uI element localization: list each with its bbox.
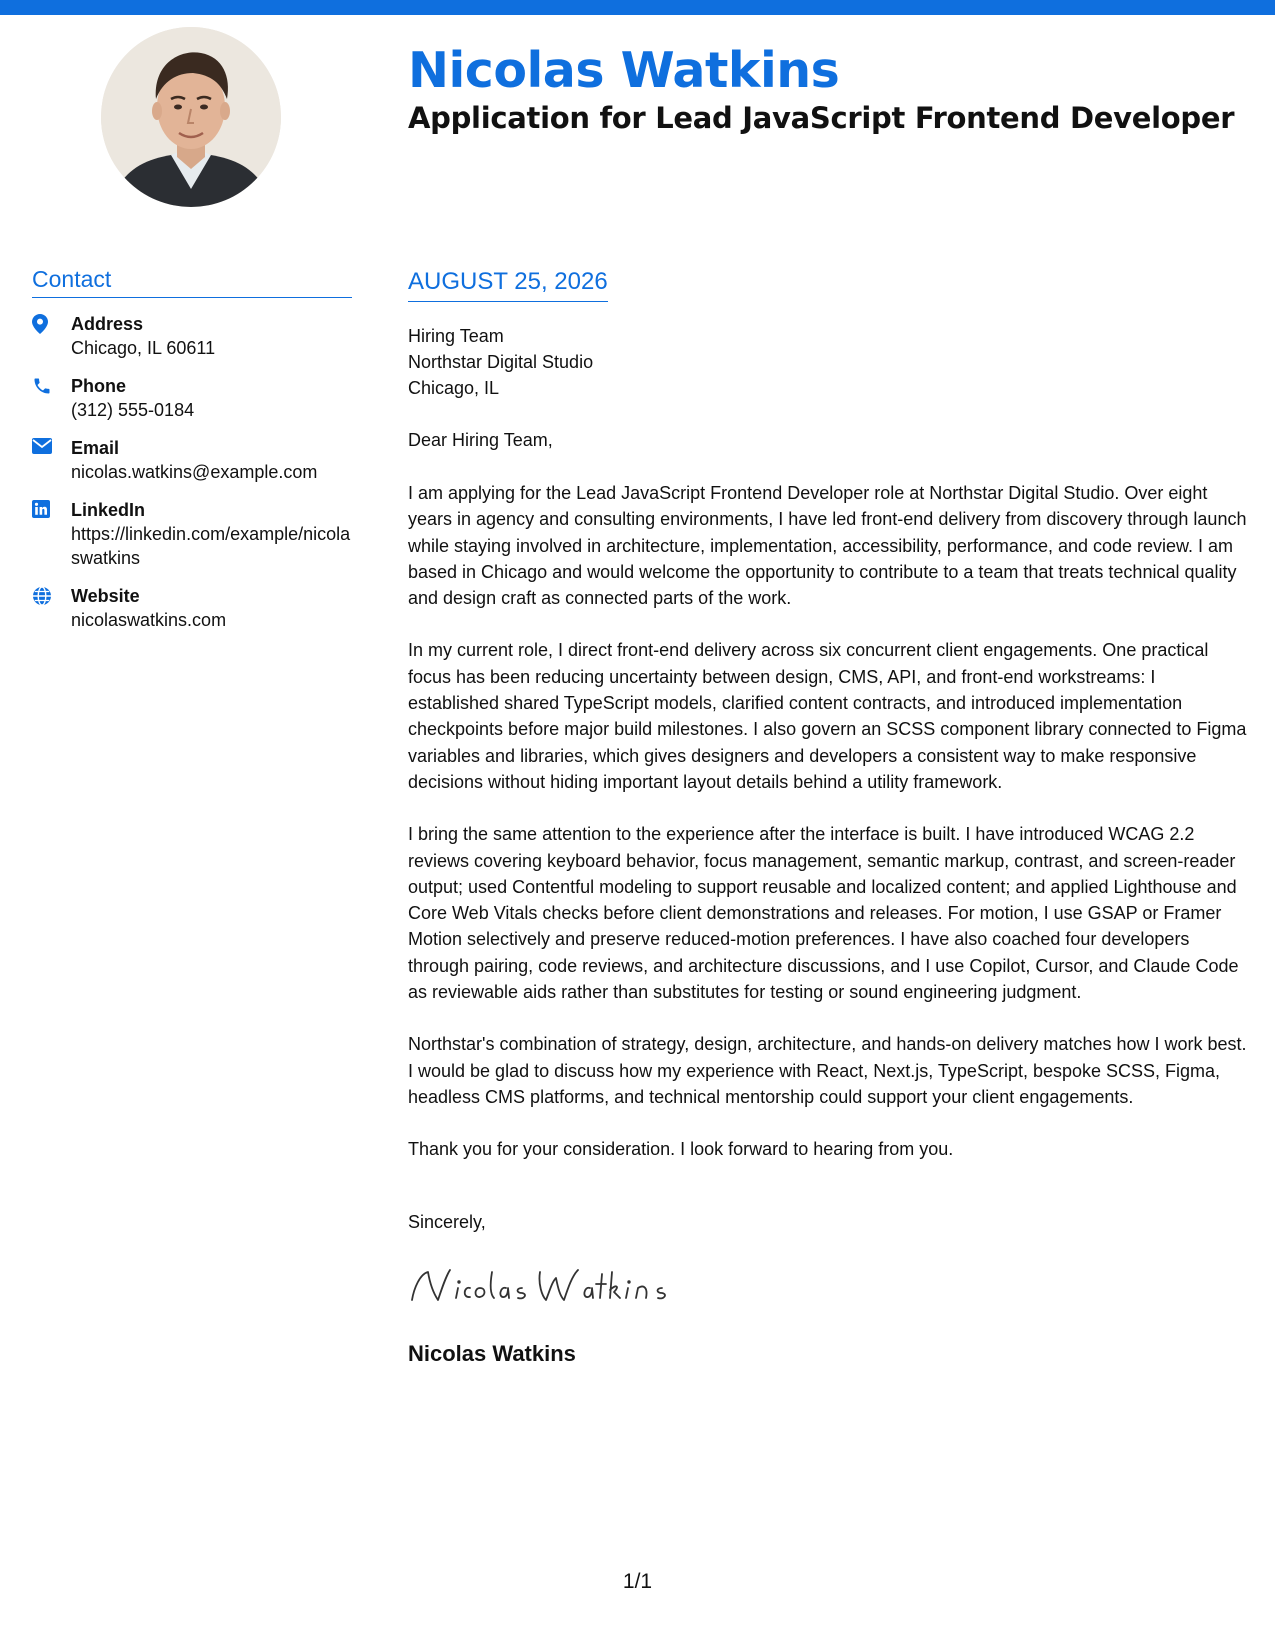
contact-sidebar (32, 266, 352, 646)
contact-heading: Contact (32, 266, 352, 298)
email-link[interactable]: nicolas.watkins@example.com (71, 461, 318, 482)
phone-icon (32, 374, 71, 422)
contact-item-linkedin (32, 498, 352, 570)
contact-label: Website (71, 585, 140, 606)
paragraph: Northstar's combination of strategy, design, architecture, and hands-on delivery matches how I work best. I would be glad to discuss how my experience with React, Next.js, TypeScript, bespoke SCSS, Figma, headless CMS platforms, and technical mentorship could support your client engagements. (408, 1034, 1247, 1107)
recipient-line: Northstar Digital Studio (408, 352, 594, 373)
paragraph: I bring the same attention to the experience after the interface is built. I have introduced WCAG 2.2 reviews covering keyboard behavior, focus management, semantic markup, contrast, and screen-reader output; used Contentful modeling to support reusable and localized content; and applied Lighthouse and Core Web Vitals checks before client demonstrations and releases. For motion, I use GSAP or Framer Motion selectively and preserve reduced-motion preferences. I have also coached four developers through pairing, code reviews, and architecture discussions, and I use Copilot, Cursor, and Claude Code as reviewable aids rather than substitutes for testing or sound engineering judgment. (408, 824, 1239, 1003)
handwritten-signature (408, 1260, 1248, 1310)
closing: Sincerely, (408, 1211, 486, 1232)
contact-item-address (32, 312, 352, 360)
paragraph: I am applying for the Lead JavaScript Frontend Developer role at Northstar Digital Studio. Over eight years in agency and consulting environments, I have led front-end delivery from discovery through launch while staying involved in architecture, implementation, accessibility, performance, and code review. I am based in Chicago and would welcome the opportunity to contribute to a team that treats technical quality and design craft as connected parts of the work. (408, 482, 1247, 609)
contact-label: Address (71, 313, 144, 334)
avatar (101, 27, 281, 207)
contact-item-website (32, 584, 352, 632)
salutation: Dear Hiring Team, (408, 429, 553, 450)
linkedin-icon (32, 498, 71, 570)
email-icon (32, 436, 71, 484)
recipient-line: Hiring Team (408, 325, 504, 346)
application-subtitle: Application for Lead JavaScript Frontend Developer (408, 101, 1235, 135)
contact-item-phone (32, 374, 352, 422)
signer-name: Nicolas Watkins (408, 1340, 576, 1366)
letter-body (408, 268, 1248, 1367)
contact-list (32, 312, 352, 632)
recipient-block (408, 323, 1248, 402)
top-accent-bar (0, 0, 1275, 15)
letter-paragraphs (408, 480, 1248, 1163)
contact-label: Phone (71, 375, 127, 396)
letter-date: AUGUST 25, 2026 (408, 268, 608, 302)
contact-label: LinkedIn (71, 499, 146, 520)
applicant-name: Nicolas Watkins (408, 42, 840, 99)
contact-item-email (32, 436, 352, 484)
website-link[interactable]: nicolaswatkins.com (71, 609, 227, 630)
map-pin-icon (32, 312, 71, 360)
page-number: 1/1 (622, 1570, 653, 1593)
paragraph: In my current role, I direct front-end delivery across six concurrent client engagements. One practical focus has been reducing uncertainty between design, CMS, API, and front-end workstreams: I established shared TypeScript models, clarified content contracts, and introduced implementation checkpoints before major build milestones. I also govern an SCSS component library connected to Figma variables and libraries, which gives designers and developers a consistent way to make responsive decisions without hiding important layout details behind a utility framework. (408, 640, 1247, 792)
globe-icon (32, 584, 71, 632)
recipient-line: Chicago, IL (408, 378, 500, 399)
contact-value: (312) 555-0184 (71, 399, 195, 420)
contact-label: Email (71, 437, 120, 458)
paragraph: Thank you for your consideration. I look forward to hearing from you. (408, 1139, 954, 1160)
linkedin-link[interactable]: https://linkedin.com/example/nicolaswatkins (71, 523, 351, 568)
contact-value: Chicago, IL 60611 (71, 337, 216, 358)
